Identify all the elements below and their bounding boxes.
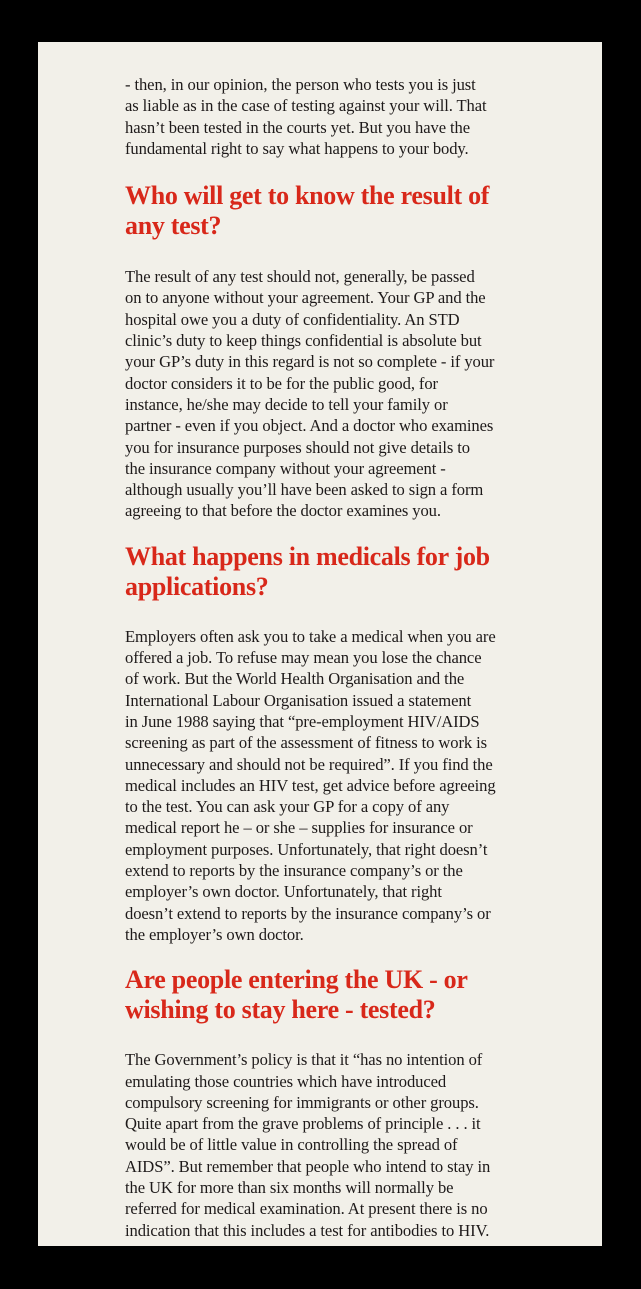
- paragraph-testing-consent: - then, in our opinion, the person who tests you is just as liable as in the case of testing against your will. That hasn’t been tested in the courts yet. But you have the fundamental right to say what happens to your body.: [125, 75, 487, 158]
- paragraph-job-medicals: Employers often ask you to take a medical when you are offered a job. To refuse may mean you lose the chance of work. But the World Health Organisation and the International Labour Organisation issued a statement in June 1988 saying that “pre-employment HIV/AIDS screening as part of the assessment of fitness to work is unnecessary and should not be required”. If you find the medical includes an HIV test, get advice before agreeing to the test. You can ask your GP for a copy of any medical report he – or she – supplies for insurance or employment purposes. Unfortunately, that right doesn’t extend to reports by the insurance company’s or the employer’s own doctor. Unfortunately, that right doesn’t extend to reports by the insurance company’s or the employer’s own doctor.: [125, 626, 496, 944]
- paragraph-uk-entry: The Government’s policy is that it “has no intention of emulating those countries which have introduced compulsory screening for immigrants or other groups. Quite apart from the grave problems of principle . . . it would be of little value in controlling the spread of AIDS”. But remember that people who intend to stay in the UK for more than six months will normally be referred for medical examination. At present there is no indication that this includes a test for antibodies to HIV.: [125, 1050, 491, 1240]
- page-content: [125, 74, 545, 1241]
- paragraph-test-results: The result of any test should not, generally, be passed on to anyone without your agreement. Your GP and the hospital owe you a duty of confidentiality. An STD clinic’s duty to keep things confidential is absolute but your GP’s duty in this regard is not so complete - if your doctor considers it to be for the public good, for instance, he/she may decide to tell your family or partner - even if you object. And a doctor who examines you for insurance purposes should not give details to the insurance company without your agreement - although usually you’ll have been asked to sign a form agreeing to that before the doctor examines you.: [125, 267, 495, 521]
- leaflet-page: [38, 42, 602, 1246]
- heading-uk-entry: Are people entering the UK - or wishing to stay here - tested?: [125, 965, 468, 1025]
- heading-test-results: Who will get to know the result of any test?: [125, 181, 490, 241]
- heading-job-medicals: What happens in medicals for job applications?: [125, 541, 490, 601]
